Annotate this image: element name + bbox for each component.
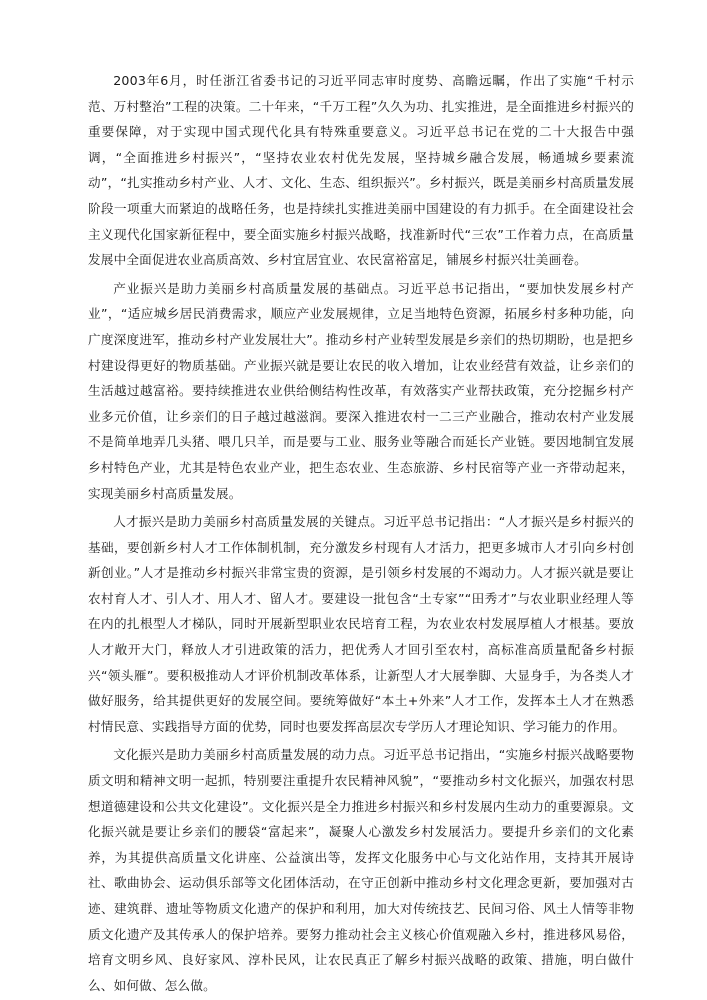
paragraph-intro: 2003年6月，时任浙江省委书记的习近平同志审时度势、高瞻远瞩，作出了实施“千村示范、万村整治”工程的决策。二十年来，“千万工程”久久为功、扎实推进，是全面推进乡村振兴的重要保障，对于实现中国式现代化具有特殊重要意义。习近平总书记在党的二十大报告中强调，“全面推进乡村振兴”，“坚持农业农村优先发展，坚持城乡融合发展，畅通城乡要素流动”，“扎实推动乡村产业、人才、文化、生态、组织振兴”。乡村振兴，既是美丽乡村高质量发展阶段一项重大而紧迫的战略任务，也是持续扎实推进美丽中国建设的有力抓手。在全面建设社会主义现代化国家新征程中，要全面实施乡村振兴战略，找准新时代“三农”工作着力点，在高质量发展中全面促进农业高质高效、乡村宜居宜业、农民富裕富足，铺展乡村振兴壮美画卷。 (88, 73, 634, 268)
paragraph-talent-revitalization: 人才振兴是助力美丽乡村高质量发展的关键点。习近平总书记指出：“人才振兴是乡村振兴的基础，要创新乡村人才工作体制机制，充分激发乡村现有人才活力，把更多城市人才引向乡村创新创业。”人才是推动乡村振兴非常宝贵的资源，是引领乡村发展的不竭动力。人才振兴就是要让农村育人才、引人才、用人才、留人才。要建设一批包含“土专家”“田秀才”与农业职业经理人等在内的扎根型人才梯队，同时开展新型职业农民培育工程，为农业农村发展厚植人才根基。要放人才敞开大门，释放人才引进政策的活力，把优秀人才回引至农村，高标准高质量配备乡村振兴“领头雁”。要积极推动人才评价机制改革体系，让新型人才大展拳脚、大显身手，为各类人才做好服务，给其提供更好的发展空间。要统筹做好“本土+外来”人才工作，发挥本土人才在熟悉村情民意、实践指导方面的优势，同时也要发挥高层次专学历人才理论知识、学习能力的作用。 (88, 514, 634, 734)
paragraph-industry-revitalization: 产业振兴是助力美丽乡村高质量发展的基础点。习近平总书记指出，“要加快发展乡村产业”，“适应城乡居民消费需求，顺应产业发展规律，立足当地特色资源，拓展乡村多种功能，向广度深度进军，推动乡村产业发展壮大”。推动乡村产业转型发展是乡亲们的热切期盼，也是把乡村建设得更好的物质基础。产业振兴就是要让农民的收入增加，让农业经营有效益，让乡亲们的生活越过越富裕。要持续推进农业供给侧结构性改革，有效落实产业帮扶政策，充分挖掘乡村产业多元价值，让乡亲们的日子越过越滋润。要深入推进农村一二三产业融合，推动农村产业发展不是简单地弄几头猪、喂几只羊，而是要与工业、服务业等融合而延长产业链。要因地制宜发展乡村特色产业，尤其是特色农业产业，把生态农业、生态旅游、乡村民宿等产业一齐带动起来，实现美丽乡村高质量发展。 (88, 280, 634, 501)
document-body (88, 68, 634, 998)
paragraph-culture-revitalization: 文化振兴是助力美丽乡村高质量发展的动力点。习近平总书记指出，“实施乡村振兴战略要物质文明和精神文明一起抓，特别要注重提升农民精神风貌”，“要推动乡村文化振兴，加强农村思想道德建设和公共文化建设”。文化振兴是全力推进乡村振兴和乡村发展内生动力的重要源泉。文化振兴就是要让乡亲们的腰袋“富起来”，凝聚人心激发乡村发展活力。要提升乡亲们的文化素养，为其提供高质量文化讲座、公益演出等，发挥文化服务中心与文化站作用，支持其开展诗社、歌曲协会、运动俱乐部等文化团体活动，在守正创新中推动乡村文化理念更新，要加强对古迹、建筑群、遗址等物质文化遗产的保护和利用，加大对传统技艺、民间习俗、风土人情等非物质文化遗产及其传承人的保护培养。要努力推动社会主义核心价值观融入乡村，推进移风易俗，培育文明乡风、良好家风、淳朴民风，让农民真正了解乡村振兴战略的政策、措施，明白做什么、如何做、怎么做。 (88, 747, 634, 993)
